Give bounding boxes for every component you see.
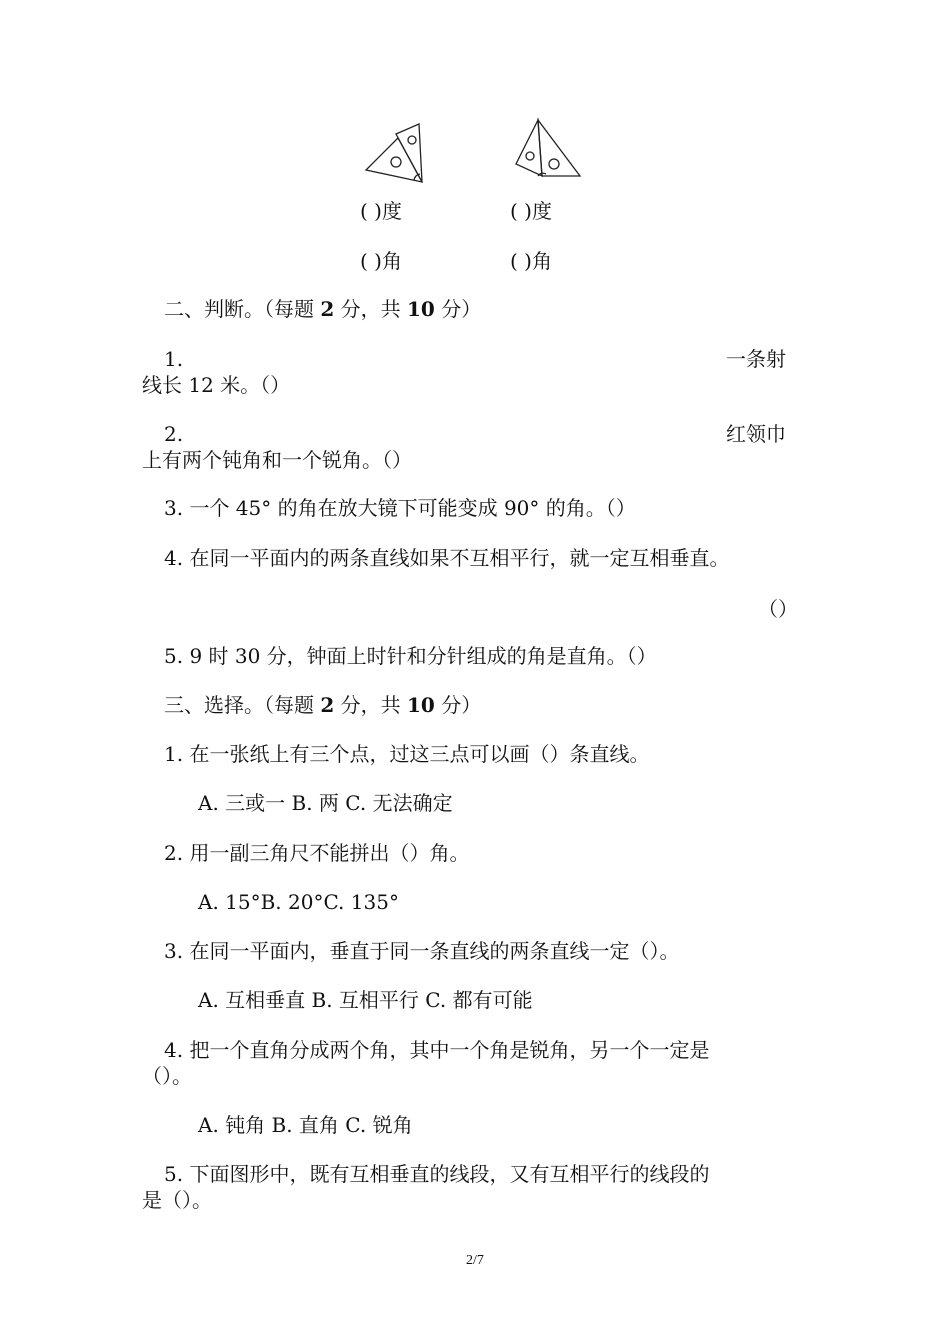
s3-q2-options: A. 15°B. 20°C. 135° xyxy=(198,890,399,914)
blank-angle-left: ( )角 xyxy=(360,249,402,273)
s3-q5: 5. 下面图形中，既有互相垂直的线段，又有互相平行的线段的 xyxy=(164,1162,710,1186)
s2-q1-line2: 线长 12 米。（） xyxy=(142,373,291,397)
blank-degree-left: ( )度 xyxy=(360,199,402,223)
s3-q4-options: A. 钝角 B. 直角 C. 锐角 xyxy=(198,1113,413,1137)
s3-q3: 3. 在同一平面内，垂直于同一条直线的两条直线一定（）。 xyxy=(164,939,680,963)
s2-q5: 5. 9 时 30 分，钟面上时针和分针组成的角是直角。（） xyxy=(164,644,657,668)
section3-heading: 三、选择。（每题 2 分，共 10 分） xyxy=(164,693,482,717)
s3-q4-line2: （）。 xyxy=(142,1064,192,1088)
s2-q2-line2: 上有两个钝角和一个锐角。（） xyxy=(142,448,412,472)
s2-q2-tail: 红领巾 xyxy=(726,422,786,446)
s3-q1: 1. 在一张纸上有三个点，过这三点可以画（）条直线。 xyxy=(164,742,650,766)
s3-q3-options: A. 互相垂直 B. 互相平行 C. 都有可能 xyxy=(198,988,533,1012)
page-number: 2/7 xyxy=(466,1253,484,1268)
s3-q5-line2: 是（）。 xyxy=(142,1188,212,1212)
triangle-rulers-figure-left xyxy=(360,118,430,190)
blank-degree-right: ( )度 xyxy=(510,199,552,223)
section2-heading: 二、判断。（每题 2 分，共 10 分） xyxy=(164,297,482,321)
s2-q3: 3. 一个 45° 的角在放大镜下可能变成 90° 的角。（） xyxy=(164,496,636,520)
triangle-rulers-figure-right xyxy=(508,116,586,182)
s2-q1-number: 1. xyxy=(164,347,184,371)
s3-q1-options: A. 三或一 B. 两 C. 无法确定 xyxy=(198,791,453,815)
s3-q2: 2. 用一副三角尺不能拼出（）角。 xyxy=(164,841,470,865)
blank-angle-right: ( )角 xyxy=(510,249,552,273)
s2-q4-paren: （） xyxy=(758,597,798,621)
s2-q4: 4. 在同一平面内的两条直线如果不互相平行，就一定互相垂直。 xyxy=(164,546,730,570)
s2-q1-tail: 一条射 xyxy=(726,347,786,371)
s3-q4: 4. 把一个直角分成两个角，其中一个角是锐角，另一个一定是 xyxy=(164,1038,710,1062)
s2-q2-number: 2. xyxy=(164,422,184,446)
